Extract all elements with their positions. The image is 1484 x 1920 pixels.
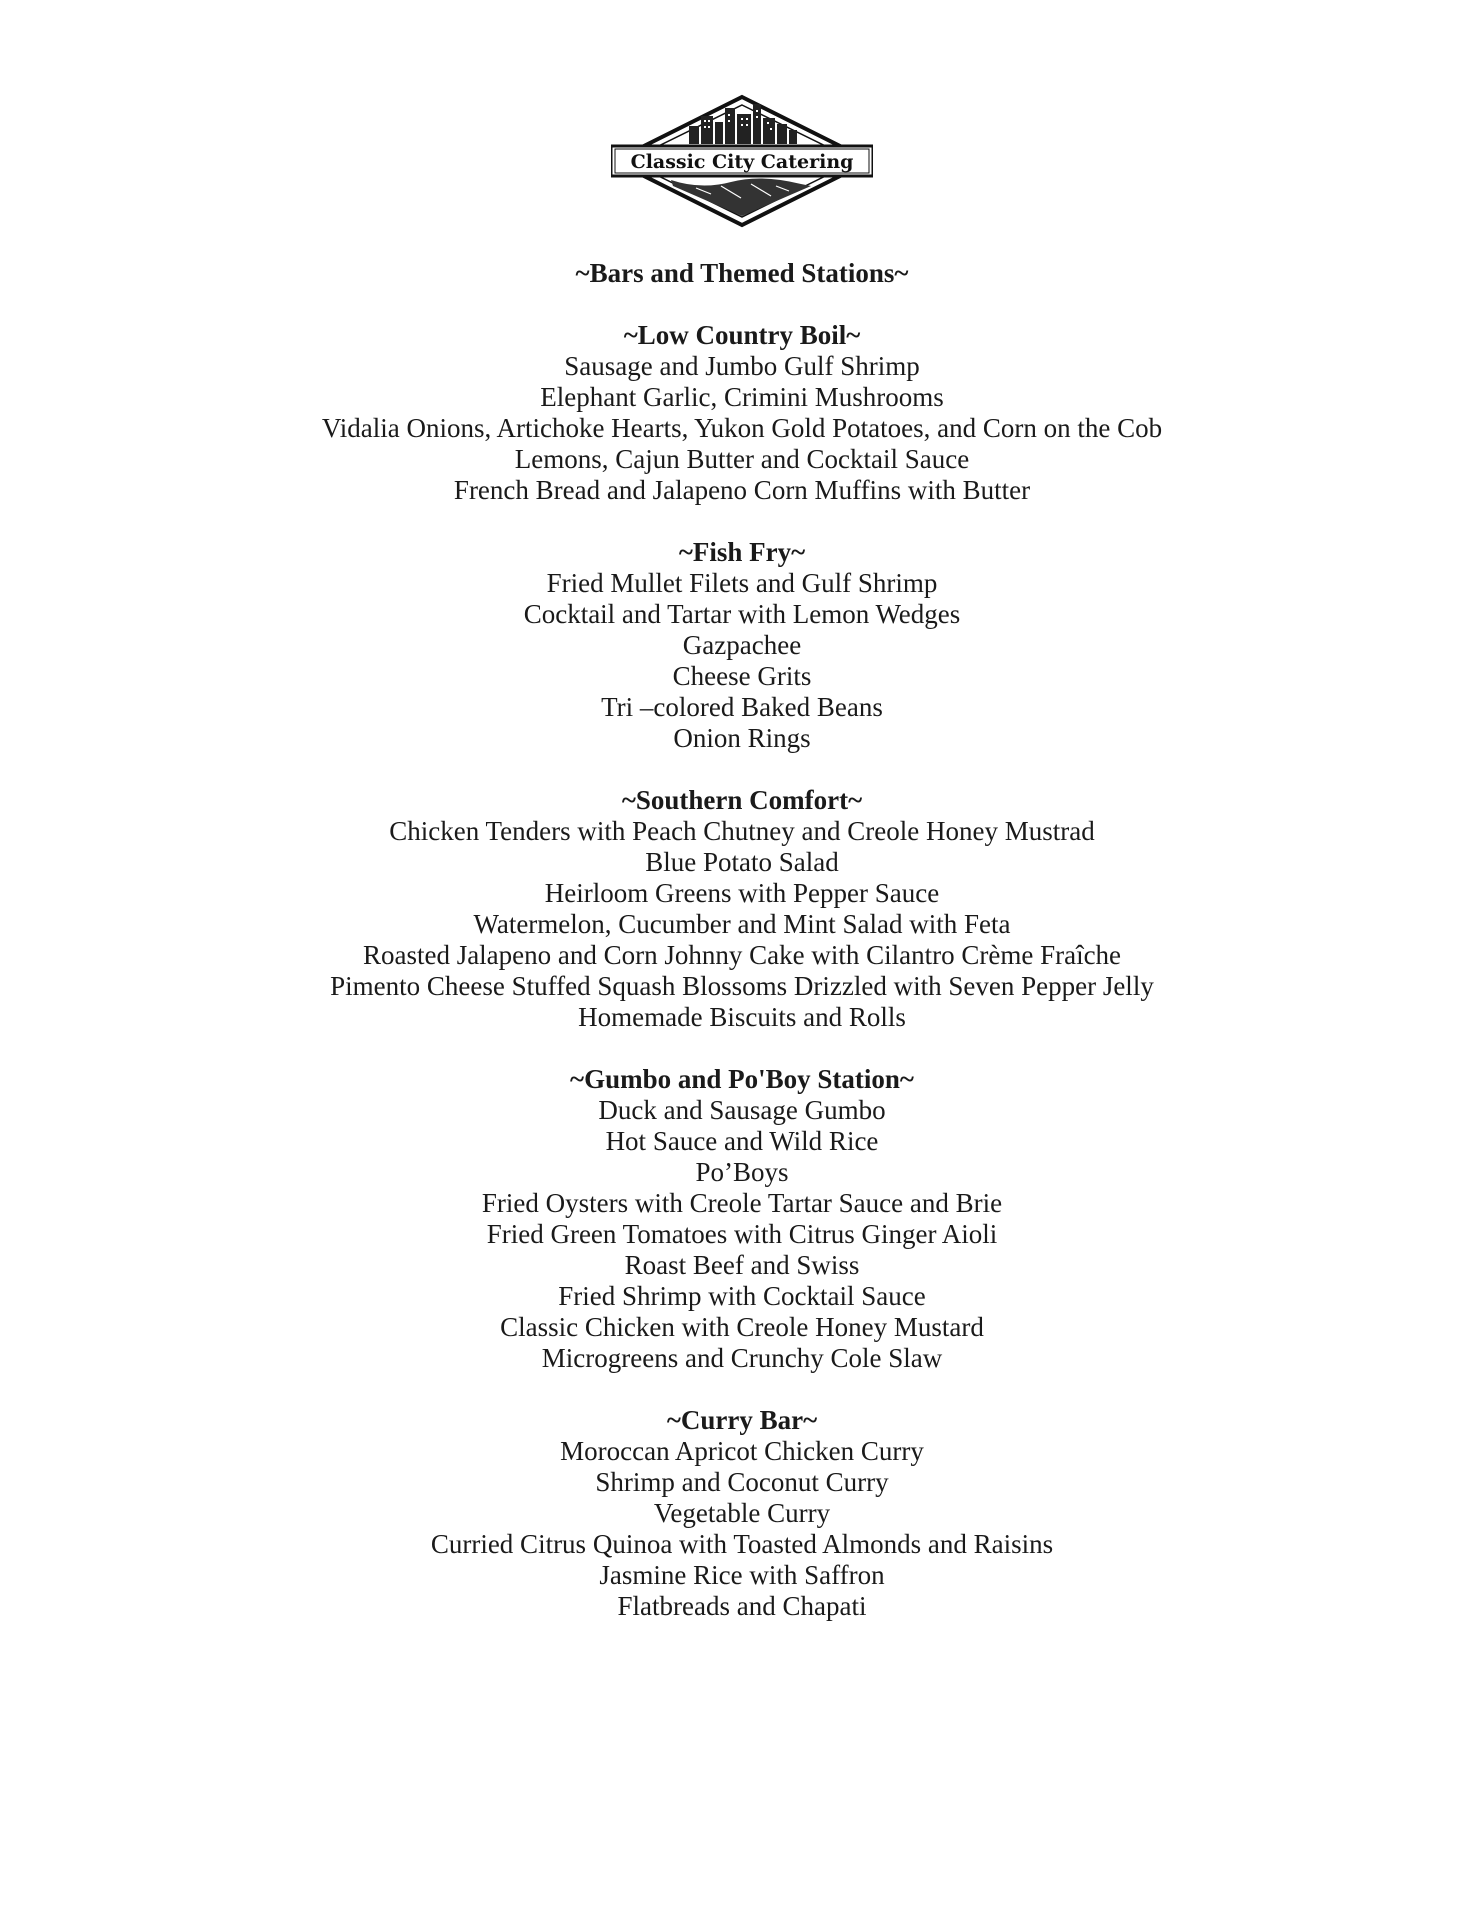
menu-item: Fried Oysters with Creole Tartar Sauce and Brie: [481, 1188, 1003, 1218]
menu-item: Cocktail and Tartar with Lemon Wedges: [523, 599, 961, 629]
menu-sections: [0, 320, 1484, 1622]
company-logo: [611, 94, 873, 228]
menu-item: Classic Chicken with Creole Honey Mustard: [500, 1312, 984, 1342]
menu-item: Fried Mullet Filets and Gulf Shrimp: [546, 568, 938, 598]
menu-item: Moroccan Apricot Chicken Curry: [560, 1436, 924, 1466]
menu-item: Tri –colored Baked Beans: [601, 692, 883, 722]
menu-item: Roasted Jalapeno and Corn Johnny Cake with Cilantro Crème Fraîche: [362, 940, 1122, 970]
menu-item: Po’Boys: [695, 1157, 789, 1187]
city-skyline-diamond-logo-icon: [611, 94, 873, 228]
menu-item: Sausage and Jumbo Gulf Shrimp: [564, 351, 920, 381]
menu-content: [0, 258, 1484, 1653]
menu-item: Cheese Grits: [672, 661, 812, 691]
menu-item: Duck and Sausage Gumbo: [598, 1095, 886, 1125]
menu-section: [0, 320, 1484, 506]
section-title: ~Fish Fry~: [678, 537, 806, 567]
menu-item: Gazpachee: [682, 630, 802, 660]
menu-section: [0, 1405, 1484, 1622]
menu-item: Elephant Garlic, Crimini Mushrooms: [540, 382, 944, 412]
menu-item: Roast Beef and Swiss: [624, 1250, 860, 1280]
menu-item: Hot Sauce and Wild Rice: [605, 1126, 879, 1156]
menu-item: Chicken Tenders with Peach Chutney and Creole Honey Mustrad: [389, 816, 1095, 846]
menu-item: Homemade Biscuits and Rolls: [578, 1002, 906, 1032]
menu-item: Fried Shrimp with Cocktail Sauce: [558, 1281, 926, 1311]
menu-item: Heirloom Greens with Pepper Sauce: [544, 878, 940, 908]
menu-item: Flatbreads and Chapati: [617, 1591, 867, 1621]
menu-item: Vidalia Onions, Artichoke Hearts, Yukon Gold Potatoes, and Corn on the Cob: [321, 413, 1163, 443]
menu-item: Blue Potato Salad: [645, 847, 839, 877]
menu-item: Jasmine Rice with Saffron: [599, 1560, 885, 1590]
menu-item: Fried Green Tomatoes with Citrus Ginger Aioli: [486, 1219, 998, 1249]
menu-item: French Bread and Jalapeno Corn Muffins with Butter: [453, 475, 1031, 505]
menu-section: [0, 537, 1484, 754]
menu-item: Shrimp and Coconut Curry: [595, 1467, 889, 1497]
page-title: ~Bars and Themed Stations~: [575, 258, 909, 288]
menu-section: [0, 1064, 1484, 1374]
menu-item: Microgreens and Crunchy Cole Slaw: [541, 1343, 943, 1373]
section-title: ~Southern Comfort~: [621, 785, 863, 815]
menu-item: Pimento Cheese Stuffed Squash Blossoms Drizzled with Seven Pepper Jelly: [330, 971, 1154, 1001]
menu-section: [0, 785, 1484, 1033]
menu-item: Vegetable Curry: [653, 1498, 831, 1528]
menu-item: Watermelon, Cucumber and Mint Salad with Feta: [473, 909, 1011, 939]
menu-item: Curried Citrus Quinoa with Toasted Almonds and Raisins: [430, 1529, 1054, 1559]
menu-item: Lemons, Cajun Butter and Cocktail Sauce: [514, 444, 970, 474]
section-title: ~Curry Bar~: [666, 1405, 818, 1435]
menu-item: Onion Rings: [673, 723, 811, 753]
section-title: ~Gumbo and Po'Boy Station~: [570, 1064, 914, 1094]
logo-text: Classic City Catering: [630, 151, 854, 173]
section-title: ~Low Country Boil~: [623, 320, 861, 350]
